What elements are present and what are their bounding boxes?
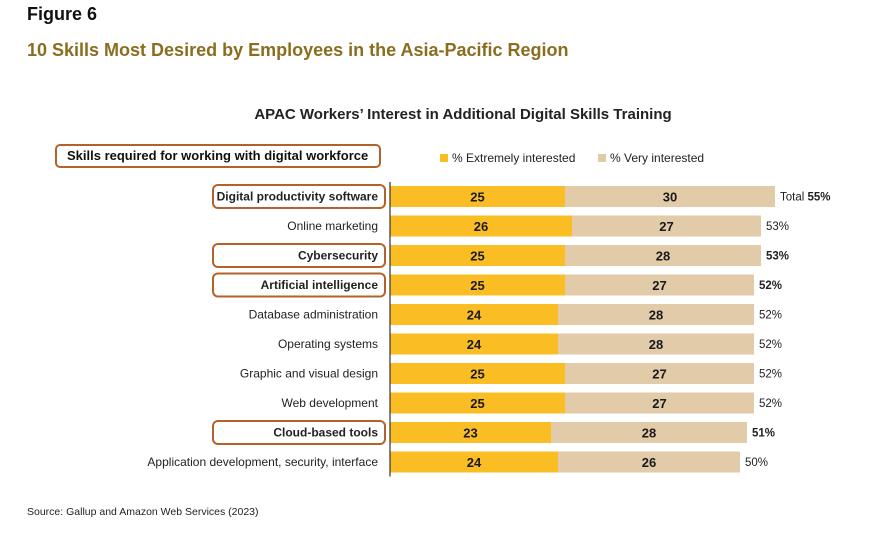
data-label-extremely: 24 — [466, 337, 482, 352]
legend-label-very: % Very interested — [610, 151, 705, 165]
total-label: 52% — [759, 309, 783, 322]
data-label-very: 28 — [641, 425, 657, 441]
total-label: 50% — [745, 457, 769, 469]
category-label: Artificial intelligence — [260, 278, 378, 292]
data-label-very: 28 — [648, 337, 664, 352]
total-label: 52% — [759, 339, 783, 351]
data-label-extremely: 24 — [466, 307, 482, 323]
category-label: Cloud-based tools — [273, 425, 378, 440]
total-label: 52% — [759, 398, 783, 410]
figure-label: Figure 6 — [27, 4, 98, 24]
data-label-very: 28 — [648, 307, 664, 323]
category-label: Digital productivity software — [216, 189, 378, 204]
category-label: Graphic and visual design — [239, 366, 378, 381]
category-label: Online marketing — [287, 219, 378, 233]
total-label: 52% — [759, 280, 783, 292]
data-label-very: 27 — [652, 366, 667, 382]
data-label-very: 26 — [641, 455, 657, 470]
category-label: Operating systems — [277, 337, 378, 351]
data-label-very: 30 — [662, 189, 678, 205]
data-label-extremely: 25 — [470, 278, 485, 293]
total-label: 53% — [766, 221, 790, 233]
data-label-extremely: 24 — [466, 455, 482, 470]
legend-label-extremely: % Extremely interested — [452, 151, 576, 165]
data-label-extremely: 25 — [470, 189, 485, 205]
total-label: 51% — [752, 427, 776, 440]
total-label: Total 55% — [780, 191, 831, 204]
figure-title: 10 Skills Most Desired by Employees in the Asia-Pacific Region — [27, 40, 569, 60]
data-label-extremely: 25 — [470, 396, 485, 411]
total-label: 53% — [766, 250, 790, 263]
data-label-very: 27 — [659, 219, 674, 234]
data-label-extremely: 26 — [473, 219, 489, 234]
data-label-extremely: 25 — [470, 248, 485, 264]
data-label-very: 27 — [652, 278, 667, 293]
category-label: Cybersecurity — [297, 248, 378, 263]
chart-title: APAC Workers’ Interest in Additional Digital Skills Training — [254, 106, 672, 123]
category-header: Skills required for working with digital workforce — [55, 144, 381, 168]
data-label-very: 27 — [652, 396, 667, 411]
total-label: 52% — [759, 368, 783, 381]
category-label: Web development — [281, 396, 378, 410]
data-label-very: 28 — [655, 248, 671, 264]
source-note: Source: Gallup and Amazon Web Services (2023) — [27, 506, 259, 518]
data-label-extremely: 25 — [470, 366, 485, 382]
data-label-extremely: 23 — [463, 425, 478, 441]
category-label: Application development, security, interface — [147, 455, 378, 469]
category-label: Database administration — [248, 307, 378, 322]
